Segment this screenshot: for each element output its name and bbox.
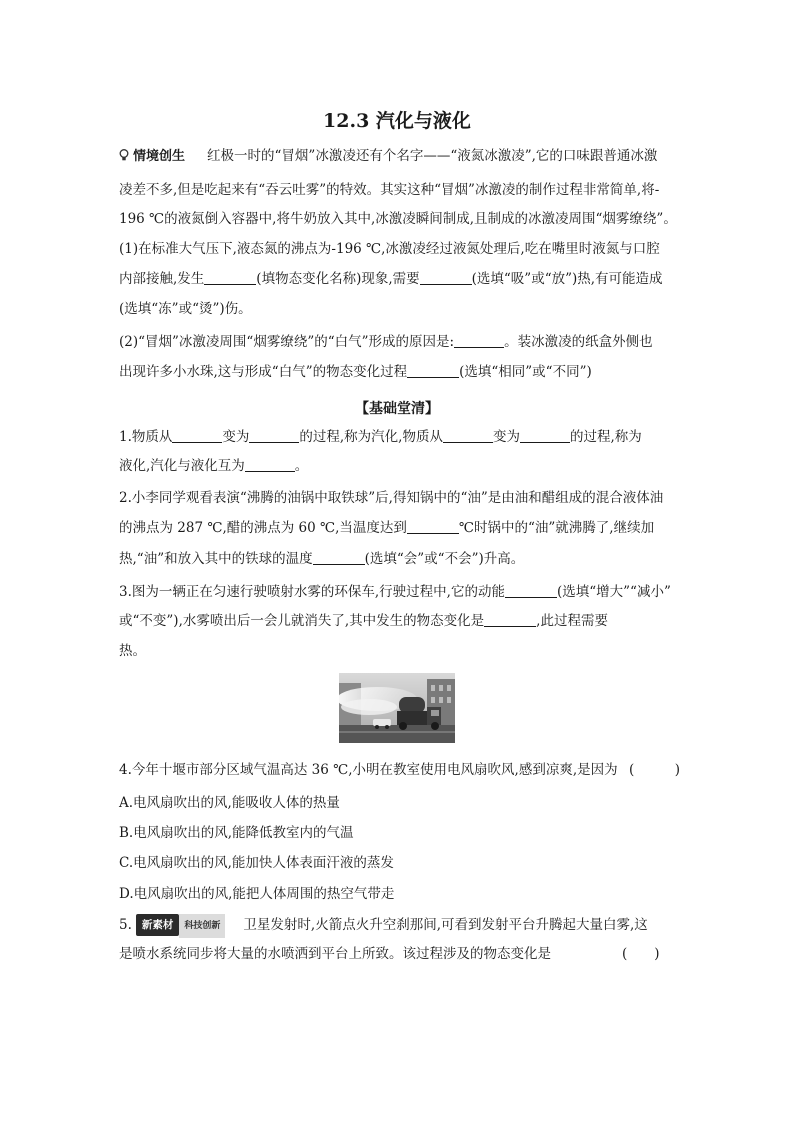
p1-line-1: 1.物质从 变为 的过程,称为汽化,物质从 变为 的过程,称为 bbox=[119, 429, 642, 445]
answer-blank[interactable] bbox=[172, 428, 222, 443]
intro-line-2: 凌差不多,但是吃起来有“吞云吐雾”的特效。其实这种“冒烟”冰激凌的制作过程非常简单,将- bbox=[119, 182, 660, 198]
answer-blank[interactable] bbox=[245, 457, 295, 472]
answer-blank[interactable] bbox=[454, 333, 504, 348]
tech-innovation-badge: 科技创新 bbox=[179, 914, 225, 938]
new-material-badge: 新素材 bbox=[136, 914, 180, 936]
answer-blank[interactable] bbox=[249, 428, 299, 443]
p3-line-2: 或“不变”),水雾喷出后一会儿就消失了,其中发生的物态变化是 ,此过程需要 bbox=[119, 613, 608, 629]
answer-blank[interactable] bbox=[420, 270, 472, 285]
p4-option-b[interactable]: B.电风扇吹出的风,能降低教室内的气温 bbox=[119, 825, 354, 841]
spray-truck-photo bbox=[339, 673, 455, 743]
p4-stem: 4.今年十堰市部分区域气温高达 36 ℃,小明在教室使用电风扇吹风,感到凉爽,是因为 ( ) bbox=[119, 762, 681, 778]
answer-paren[interactable]: ( ) bbox=[629, 762, 681, 778]
intro-line-3: 196 ℃的液氮倒入容器中,将牛奶放入其中,冰激凌瞬间制成,且制成的冰激凌周围“烟雾缭绕”。 bbox=[119, 211, 677, 227]
answer-blank[interactable] bbox=[443, 428, 493, 443]
lightbulb-icon bbox=[119, 149, 129, 161]
p4-option-d[interactable]: D.电风扇吹出的风,能把人体周围的热空气带走 bbox=[119, 886, 395, 902]
answer-blank[interactable] bbox=[407, 519, 459, 534]
p1-line-2: 液化,汽化与液化互为 。 bbox=[119, 458, 309, 474]
p5-line-1: 5. 新素材 科技创新 卫星发射时,火箭点火升空刹那间,可看到发射平台升腾起大量白雾,这 bbox=[119, 914, 648, 938]
answer-blank[interactable] bbox=[313, 550, 365, 565]
p5-line-2: 是喷水系统同步将大量的水喷洒到平台上所致。该过程涉及的物态变化是 ( ) bbox=[119, 946, 660, 962]
section-heading: 【基础堂清】 bbox=[355, 401, 439, 417]
p4-option-a[interactable]: A.电风扇吹出的风,能吸收人体的热量 bbox=[119, 795, 340, 811]
p3-line-1: 3.图为一辆正在匀速行驶喷射水雾的环保车,行驶过程中,它的动能 (选填“增大”“减小” bbox=[119, 584, 671, 600]
intro-q1-line-3: (选填“冻”或“烫”)伤。 bbox=[119, 301, 252, 317]
intro-q1-line-1: (1)在标准大气压下,液态氮的沸点为-196 ℃,冰激凌经过液氮处理后,吃在嘴里时液氮与口腔 bbox=[119, 241, 660, 257]
p2-line-3: 热,“油”和放入其中的铁球的温度 (选填“会”或“不会”)升高。 bbox=[119, 551, 525, 567]
answer-blank[interactable] bbox=[520, 428, 570, 443]
answer-blank[interactable] bbox=[407, 363, 459, 378]
intro-q2-line-1: (2)“冒烟”冰激凌周围“烟雾缭绕”的“白气”形成的原因是: 。装冰激凌的纸盒外侧也 bbox=[119, 334, 653, 350]
intro-line-1: 情境创生 红极一时的“冒烟”冰激凌还有个名字——“液氮冰激凌”,它的口味跟普通冰激 bbox=[119, 146, 657, 167]
scenario-tag: 情境创生 bbox=[119, 147, 185, 167]
page-title: 12.3 汽化与液化 bbox=[323, 110, 471, 132]
intro-q2-line-2: 出现许多小水珠,这与形成“白气”的物态变化过程 (选填“相同”或“不同”) bbox=[119, 364, 592, 380]
p2-line-1: 2.小李同学观看表演“沸腾的油锅中取铁球”后,得知锅中的“油”是由油和醋组成的混合液体油 bbox=[119, 490, 664, 506]
p2-line-2: 的沸点为 287 ℃,醋的沸点为 60 ℃,当温度达到 ℃时锅中的“油”就沸腾了,继续加 bbox=[119, 520, 655, 536]
answer-paren[interactable]: ( ) bbox=[622, 946, 660, 962]
answer-blank[interactable] bbox=[484, 612, 536, 627]
intro-q1-line-2: 内部接触,发生 (填物态变化名称)现象,需要 (选填“吸”或“放”)热,有可能造成 bbox=[119, 271, 663, 287]
answer-blank[interactable] bbox=[204, 270, 256, 285]
p4-option-c[interactable]: C.电风扇吹出的风,能加快人体表面汗液的蒸发 bbox=[119, 855, 394, 871]
answer-blank[interactable] bbox=[505, 583, 557, 598]
p3-line-3: 热。 bbox=[119, 643, 146, 659]
